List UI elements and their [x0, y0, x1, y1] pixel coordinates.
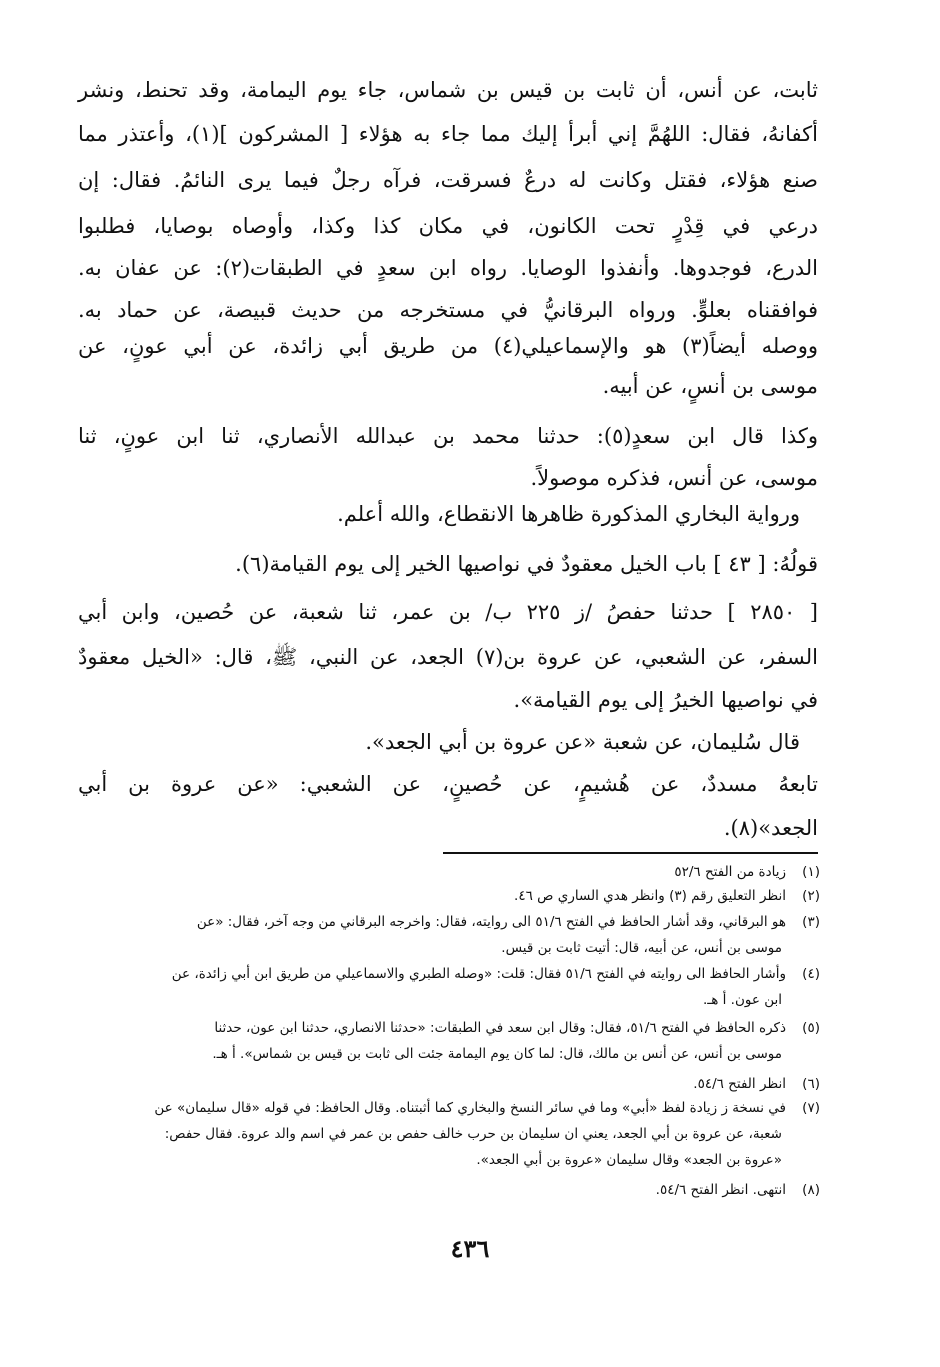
footnote-number: (٥) — [802, 1020, 820, 1036]
footnote-number: (٦) — [802, 1076, 820, 1092]
text-line: الجعد»(٨). — [723, 816, 818, 840]
footnote-divider — [443, 852, 818, 854]
footnote-3 — [76, 914, 820, 930]
text-line: ووصله أيضاً(٣) هو والإسماعيلي(٤) من طريق أبي زائدة، عن أبي عونٍ، عن — [78, 334, 818, 358]
footnote-text: انظر التعليق رقم (٣) وانظر هدي الساري ص ٤٦. — [514, 888, 786, 904]
footnote-5-continued: موسى بن أنس، عن أنس بن مالك، قال: لما كان يوم اليمامة جئت الى ثابت بن قيس بن شماس». أ هـ. — [212, 1046, 782, 1062]
footnote-6 — [76, 1076, 820, 1092]
footnote-1 — [76, 864, 820, 880]
text-line: قال سُليمان، عن شعبة «عن عروة بن أبي الجعد». — [365, 730, 800, 754]
footnote-number: (٧) — [802, 1100, 820, 1116]
footnote-number: (٣) — [802, 914, 820, 930]
footnote-7 — [76, 1100, 820, 1116]
text-line: وكذا قال ابن سعدٍ(٥): حدثنا محمد بن عبدالله الأنصاري، ثنا ابن عونٍ، ثنا — [78, 424, 818, 448]
text-line: صنع هؤلاء، فقتل وكانت له درعٌ فسرقت، فرآه رجلٌ فيما يرى النائمُ. فقال: إن — [78, 168, 818, 192]
text-line: ورواية البخاري المذكورة ظاهرها الانقطاع، والله أعلم. — [337, 502, 800, 526]
text-line: تابعهُ مسددٌ، عن هُشيمٍ، عن حُصينٍ، عن الشعبي: «عن عروة بن أبي — [78, 772, 818, 796]
text-line: درعي في قِدْرٍ تحت الكانون، في مكان كذا وكذا، وأوصاه بوصايا، فطلبوا — [78, 214, 818, 238]
footnote-2 — [76, 888, 820, 904]
footnote-number: (١) — [802, 864, 820, 880]
footnote-text: انظر الفتح ٥٤/٦. — [693, 1076, 786, 1092]
footnote-4-continued: ابن عون. أ هـ. — [702, 992, 782, 1008]
footnote-4 — [76, 966, 820, 982]
page-number: ٤٣٦ — [450, 1234, 490, 1263]
hadith-line: [ ٢٨٥٠ ] حدثنا حفصُ /ز ٢٢٥ ب/ بن عمر، ثنا شعبة، عن حُصين، وابن أبي — [78, 600, 818, 624]
footnote-text: هو البرقاني، وقد أشار الحافظ في الفتح ٥١/٦ الى روايته، فقال: واخرجه البرقاني من وجه آخر، فقال: «عن — [196, 914, 786, 930]
section-heading: قولُهُ: [ ٤٣ ] باب الخيل معقودٌ في نواصيها الخير إلى يوم القيامة(٦). — [235, 552, 818, 576]
footnote-3-continued: موسى بن أنس، عن أبيه، قال: أتيت ثابت بن قيس. — [501, 940, 782, 956]
footnote-number: (٨) — [802, 1182, 820, 1198]
footnote-5 — [76, 1020, 820, 1036]
text-line: موسى بن أنسٍ، عن أبيه. — [602, 374, 818, 398]
text-line: أكفانهُ، فقال: اللهُمَّ إني أبرأ إليك مما جاء به هؤلاء [ المشركون ](١)، وأعتذر مما — [78, 122, 818, 146]
text-line: الدرع، فوجدوها. وأنفذوا الوصايا. رواه ابن سعدٍ في الطبقات(٢): عن عفان به. — [78, 256, 818, 280]
footnote-8 — [76, 1182, 820, 1198]
footnote-7-continued: شعبة، عن عروة بن أبي الجعد، يعني ان سليمان بن حرب خالف حفص بن عمر في اسم والد عروة. فقال حفص: — [164, 1126, 782, 1142]
text-line: ثابت، عن أنس، أن ثابت بن قيس بن شماس، جاء يوم اليمامة، وقد تحنط، ونشر — [78, 78, 818, 102]
footnote-text: ذكره الحافظ في الفتح ٥١/٦، فقال: وقال ابن سعد في الطبقات: «حدثنا الانصاري، حدثنا ابن عون، حدثنا — [214, 1020, 786, 1036]
text-line: فوافقناه بعلوٍّ. ورواه البرقانيُّ في مستخرجه من حديث قبيصة، عن حماد به. — [78, 298, 818, 322]
hadith-line: السفر، عن الشعبي، عن عروة بن(٧) الجعد، عن النبي، ﷺ، قال: «الخيل معقودٌ — [78, 645, 818, 669]
hadith-line: في نواصيها الخيرُ إلى يوم القيامة». — [513, 688, 818, 712]
text-line: موسى، عن أنس، فذكره موصولاً. — [530, 466, 818, 490]
footnote-text: زيادة من الفتح ٥٢/٦ — [674, 864, 786, 880]
footnote-text: وأشار الحافظ الى روايته في الفتح ٥١/٦ فقال: قلت: «وصله الطبري والاسماعيلي من طريق ابن أبي زائدة، عن — [171, 966, 786, 982]
footnote-text: في نسخة ز زيادة لفظ «أبي» وما في سائر النسخ والبخاري كما أثبتناه. وقال الحافظ: في قوله «قال سليمان» عن — [154, 1100, 786, 1116]
footnote-text: انتهى. انظر الفتح ٥٤/٦. — [655, 1182, 786, 1198]
footnote-7-continued: «عروة بن الجعد» وقال سليمان «عروة بن أبي الجعد». — [476, 1152, 782, 1168]
footnote-number: (٢) — [802, 888, 820, 904]
footnote-number: (٤) — [802, 966, 820, 982]
